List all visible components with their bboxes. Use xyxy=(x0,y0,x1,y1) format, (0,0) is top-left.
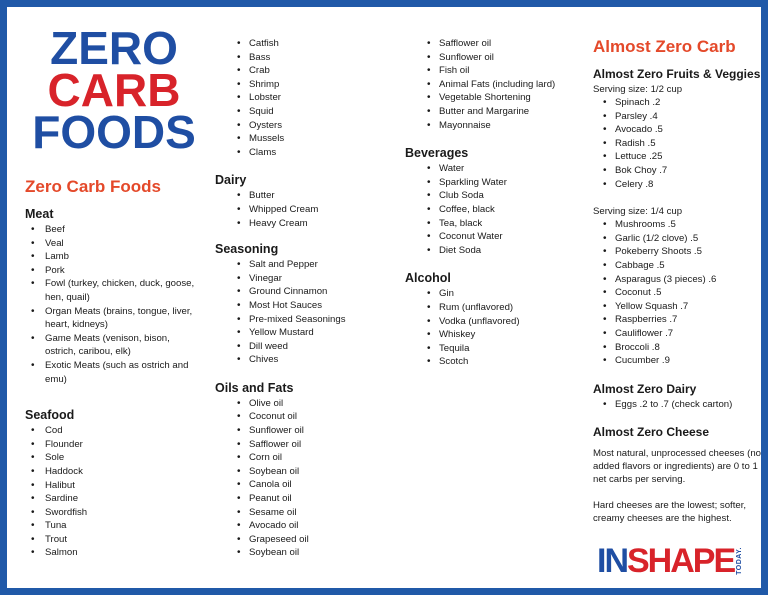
meat-heading: Meat xyxy=(25,207,54,221)
list-item: • Cauliflower .7 xyxy=(603,327,763,341)
beverages-list xyxy=(427,162,585,257)
alcohol-heading: Alcohol xyxy=(405,271,451,286)
list-item: • Garlic (1/2 clove) .5 xyxy=(603,232,763,246)
dairy-heading: Dairy xyxy=(215,173,247,188)
list-item: • Avocado oil xyxy=(237,519,395,533)
serving-size-quarter: Serving size: 1/4 cup xyxy=(593,206,683,218)
list-item: • Salt and Pepper xyxy=(237,258,395,272)
list-item: • Broccoli .8 xyxy=(603,341,763,355)
logo-wordmark xyxy=(597,544,734,578)
list-item: • Fish oil xyxy=(427,64,585,78)
column-1 xyxy=(25,22,203,560)
list-item: • Soybean oil xyxy=(237,546,395,560)
list-item: • Whiskey xyxy=(427,328,585,342)
list-item: • Sesame oil xyxy=(237,506,395,520)
almost-zero-dairy-list xyxy=(603,398,763,412)
seasoning-heading: Seasoning xyxy=(215,242,279,257)
list-item: • Pork xyxy=(31,264,203,278)
list-item: • Diet Soda xyxy=(427,244,585,258)
list-item: • Radish .5 xyxy=(603,137,763,151)
logo-in: IN xyxy=(597,542,627,580)
seafood-continued-list xyxy=(237,37,395,159)
list-item: • Sunflower oil xyxy=(237,424,395,438)
list-item: • Yellow Squash .7 xyxy=(603,300,763,314)
inshape-today-logo xyxy=(597,541,744,581)
list-item: • Coconut oil xyxy=(237,410,395,424)
list-item: • Mayonnaise xyxy=(427,119,585,133)
list-item: • Cod xyxy=(31,424,203,438)
list-item: • Haddock xyxy=(31,465,203,479)
list-item: • Lamb xyxy=(31,250,203,264)
list-item: • Canola oil xyxy=(237,478,395,492)
list-item: • Vegetable Shortening xyxy=(427,91,585,105)
list-item: • Crab xyxy=(237,64,395,78)
seasoning-list xyxy=(237,258,395,367)
list-item: • Asparagus (3 pieces) .6 xyxy=(603,273,763,287)
seafood-list xyxy=(31,424,203,560)
column-2 xyxy=(215,37,395,560)
title-line-foods: FOODS xyxy=(32,106,196,158)
seafood-heading: Seafood xyxy=(25,408,75,423)
list-item: • Trout xyxy=(31,533,203,547)
list-item: • Sardine xyxy=(31,492,203,506)
list-item: • Exotic Meats (such as ostrich and emu) xyxy=(31,359,203,386)
list-item: • Tuna xyxy=(31,519,203,533)
serving-size-half: Serving size: 1/2 cup xyxy=(593,84,683,95)
list-item: • Cabbage .5 xyxy=(603,259,763,273)
list-item: • Parsley .4 xyxy=(603,110,763,124)
list-item: • Squid xyxy=(237,105,395,119)
list-item: • Tea, black xyxy=(427,217,585,231)
list-item: • Lobster xyxy=(237,91,395,105)
list-item: • Butter and Margarine xyxy=(427,105,585,119)
list-item: • Scotch xyxy=(427,355,585,369)
list-item: • Coconut .5 xyxy=(603,286,763,300)
list-item: • Vinegar xyxy=(237,272,395,286)
list-item: • Dill weed xyxy=(237,340,395,354)
list-item: • Bass xyxy=(237,51,395,65)
logo-shape: SHAPE xyxy=(627,542,735,580)
list-item: • Fowl (turkey, chicken, duck, goose, hen, quail) xyxy=(31,277,203,304)
beverages-heading: Beverages xyxy=(405,146,469,161)
list-item: • Soybean oil xyxy=(237,465,395,479)
title-line-carb: CARB xyxy=(47,64,181,116)
list-item: • Salmon xyxy=(31,546,203,560)
cheese-paragraph-1: Most natural, unprocessed cheeses (no added flavors or ingredients) are 0 to 1 net carbs per serving. xyxy=(593,448,761,486)
list-item: • Ground Cinnamon xyxy=(237,285,395,299)
list-item: • Coconut Water xyxy=(427,230,585,244)
list-item: • Butter xyxy=(237,189,395,203)
list-item: • Sole xyxy=(31,451,203,465)
list-item: • Peanut oil xyxy=(237,492,395,506)
list-item: • Heavy Cream xyxy=(237,217,395,231)
list-item: • Flounder xyxy=(31,438,203,452)
list-item: • Pre-mixed Seasonings xyxy=(237,313,395,327)
list-item: • Corn oil xyxy=(237,451,395,465)
list-item: • Animal Fats (including lard) xyxy=(427,78,585,92)
list-item: • Whipped Cream xyxy=(237,203,395,217)
list-item: • Mussels xyxy=(237,132,395,146)
list-item: • Cucumber .9 xyxy=(603,354,763,368)
list-item: • Rum (unflavored) xyxy=(427,301,585,315)
almost-zero-heading: Almost Zero Carb xyxy=(593,37,736,56)
list-item: • Mushrooms .5 xyxy=(603,218,763,232)
list-item: • Halibut xyxy=(31,479,203,493)
fruits-list-1 xyxy=(603,96,763,191)
list-item: • Catfish xyxy=(237,37,395,51)
list-item: • Chives xyxy=(237,353,395,367)
column-4 xyxy=(593,37,763,525)
dairy-list xyxy=(237,189,395,230)
list-item: • Olive oil xyxy=(237,397,395,411)
page-title xyxy=(25,22,203,158)
list-item: • Yellow Mustard xyxy=(237,326,395,340)
list-item: • Clams xyxy=(237,146,395,160)
list-item: • Shrimp xyxy=(237,78,395,92)
list-item: • Eggs .2 to .7 (check carton) xyxy=(603,398,763,412)
list-item: • Tequila xyxy=(427,342,585,356)
oils-list xyxy=(237,397,395,560)
column-3 xyxy=(405,37,585,369)
list-item: • Lettuce .25 xyxy=(603,150,763,164)
list-item: • Organ Meats (brains, tongue, liver, heart, kidneys) xyxy=(31,305,203,332)
list-item: • Pokeberry Shoots .5 xyxy=(603,245,763,259)
list-item: • Raspberries .7 xyxy=(603,313,763,327)
list-item: • Coffee, black xyxy=(427,203,585,217)
list-item: • Gin xyxy=(427,287,585,301)
list-item: • Safflower oil xyxy=(237,438,395,452)
fruits-list-2 xyxy=(603,218,763,368)
logo-today: TODAY. xyxy=(736,547,744,575)
list-item: • Sunflower oil xyxy=(427,51,585,65)
list-item: • Safflower oil xyxy=(427,37,585,51)
list-item: • Most Hot Sauces xyxy=(237,299,395,313)
alcohol-list xyxy=(427,287,585,369)
list-item: • Avocado .5 xyxy=(603,123,763,137)
almost-zero-cheese-heading: Almost Zero Cheese xyxy=(593,425,710,440)
fruits-veggies-heading: Almost Zero Fruits & Veggies xyxy=(593,67,761,81)
oils-heading: Oils and Fats xyxy=(215,380,294,395)
list-item: • Veal xyxy=(31,237,203,251)
title-line-zero: ZERO xyxy=(50,22,178,74)
list-item: • Oysters xyxy=(237,119,395,133)
list-item: • Bok Choy .7 xyxy=(603,164,763,178)
cheese-paragraph-2: Hard cheeses are the lowest; softer, creamy cheeses are the highest. xyxy=(593,500,747,525)
list-item: • Club Soda xyxy=(427,189,585,203)
list-item: • Sparkling Water xyxy=(427,176,585,190)
list-item: • Spinach .2 xyxy=(603,96,763,110)
list-item: • Vodka (unflavored) xyxy=(427,315,585,329)
list-item: • Celery .8 xyxy=(603,178,763,192)
list-item: • Water xyxy=(427,162,585,176)
oils-continued-list xyxy=(427,37,585,132)
meat-list xyxy=(31,223,203,386)
list-item: • Grapeseed oil xyxy=(237,533,395,547)
almost-zero-dairy-heading: Almost Zero Dairy xyxy=(593,381,697,396)
list-item: • Game Meats (venison, bison, ostrich, caribou, elk) xyxy=(31,332,203,359)
zero-carb-heading: Zero Carb Foods xyxy=(25,177,162,196)
list-item: • Swordfish xyxy=(31,506,203,520)
list-item: • Beef xyxy=(31,223,203,237)
